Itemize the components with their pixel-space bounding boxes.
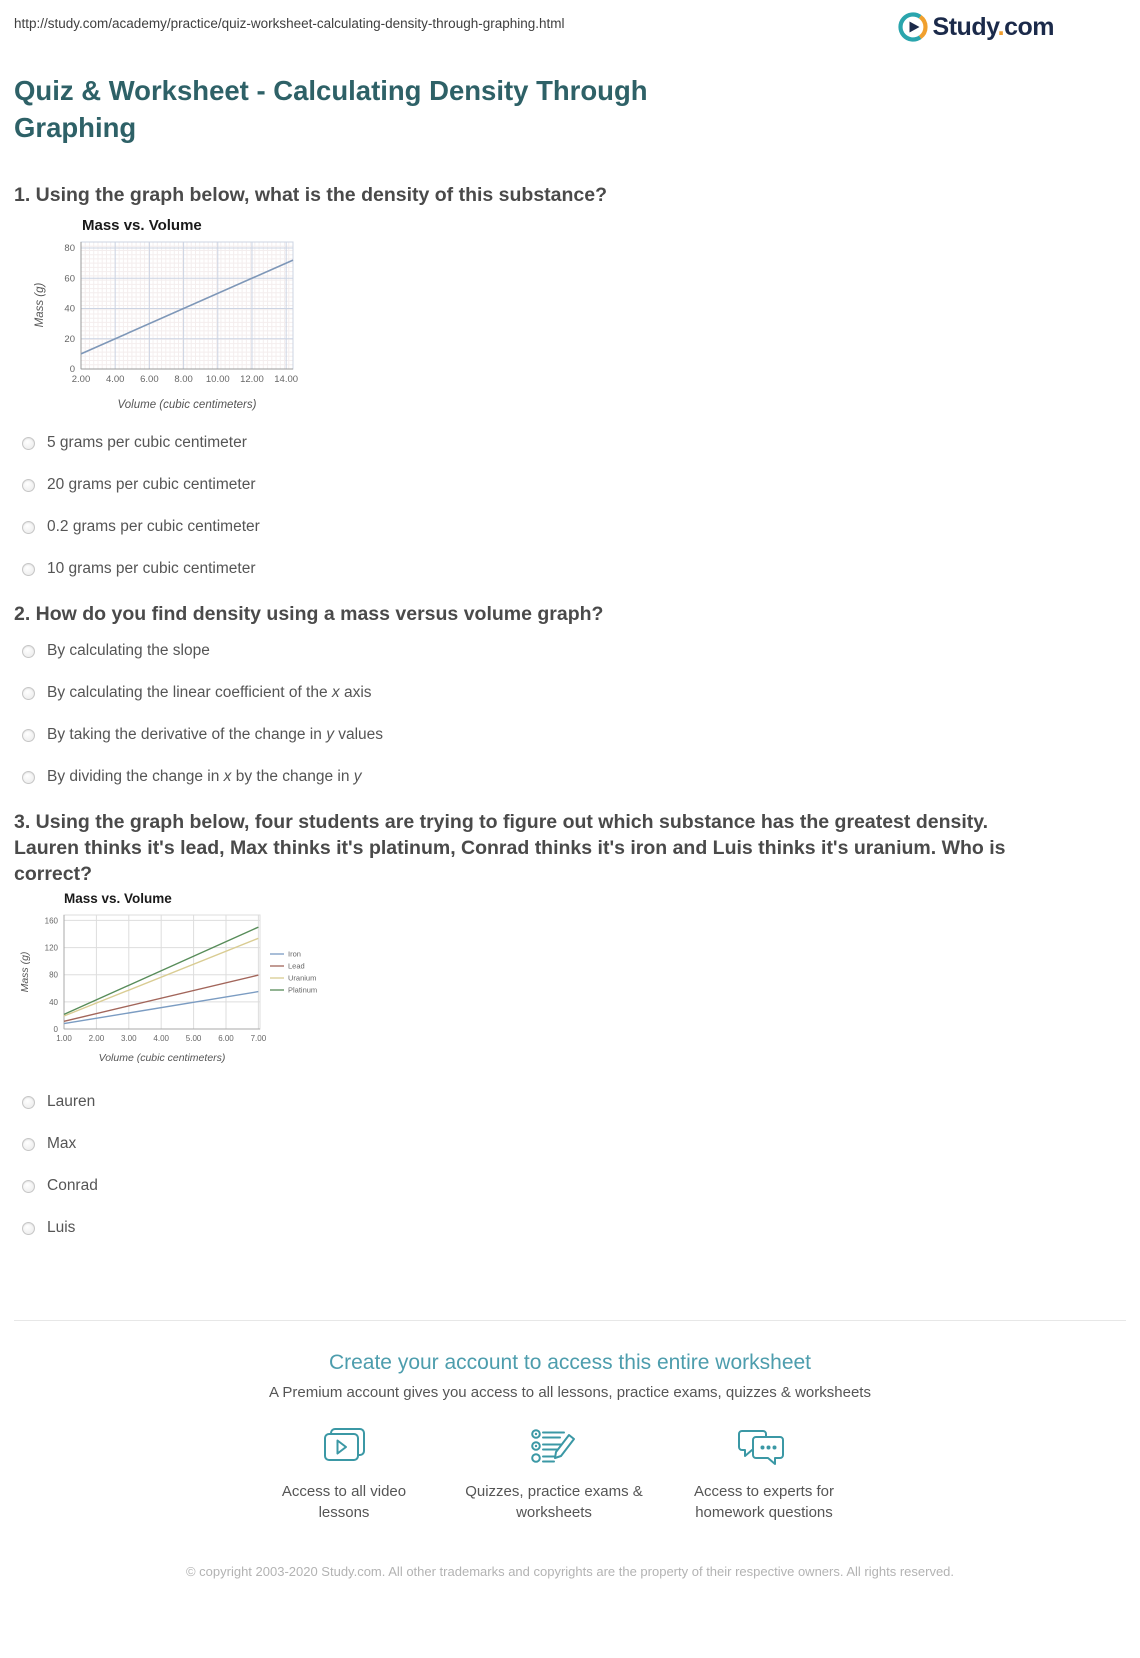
answer-option-label: Luis	[47, 1219, 76, 1236]
answer-option[interactable]	[22, 1218, 1126, 1238]
radio-button[interactable]	[22, 1138, 35, 1151]
answer-option-label: 5 grams per cubic centimeter	[47, 434, 247, 451]
answer-option[interactable]	[22, 1092, 1126, 1112]
svg-text:2.00: 2.00	[88, 1034, 105, 1043]
svg-text:0: 0	[69, 364, 75, 375]
radio-button[interactable]	[22, 521, 35, 534]
logo-dot: .	[997, 12, 1005, 41]
radio-button[interactable]	[22, 1222, 35, 1235]
answer-option-label: Conrad	[47, 1177, 98, 1194]
feature-label: Access to all video lessons	[281, 1483, 407, 1521]
radio-button[interactable]	[22, 1180, 35, 1193]
answer-option-label: 10 grams per cubic centimeter	[47, 560, 256, 577]
svg-text:Volume (cubic centimeters): Volume (cubic centimeters)	[98, 1052, 226, 1064]
svg-text:Lead: Lead	[288, 961, 305, 971]
svg-text:Mass (g): Mass (g)	[34, 282, 46, 328]
header	[14, 12, 1126, 42]
svg-text:Iron: Iron	[288, 949, 301, 959]
answer-option-label: By calculating the slope	[47, 642, 210, 659]
svg-text:4.00: 4.00	[105, 374, 125, 385]
answer-option-label: 0.2 grams per cubic centimeter	[47, 518, 260, 535]
svg-text:160: 160	[44, 916, 58, 926]
page-url: http://study.com/academy/practice/quiz-worksheet-calculating-density-through-graphing.html	[14, 16, 565, 31]
create-account-heading[interactable]: Create your account to access this entire worksheet	[328, 1351, 812, 1374]
question-1-options	[14, 433, 1126, 579]
svg-text:0: 0	[53, 1025, 58, 1034]
radio-button[interactable]	[22, 729, 35, 742]
svg-text:80: 80	[49, 970, 58, 980]
studycom-logo-text: Study.com	[932, 12, 1054, 41]
feature-video-lessons	[239, 1425, 449, 1523]
radio-button[interactable]	[22, 563, 35, 576]
divider	[14, 1320, 1126, 1321]
studycom-logo[interactable]	[898, 12, 1054, 42]
radio-button[interactable]	[22, 1096, 35, 1109]
footer	[14, 1349, 1126, 1582]
question-3-options	[14, 1092, 1126, 1238]
premium-subtext: A Premium account gives you access to all lessons, practice exams, quizzes & worksheets	[269, 1384, 871, 1401]
answer-option[interactable]	[22, 683, 1126, 703]
svg-text:7.00: 7.00	[250, 1034, 267, 1043]
svg-text:1.00: 1.00	[56, 1034, 72, 1043]
svg-text:Mass vs. Volume: Mass vs. Volume	[82, 217, 202, 234]
svg-text:5.00: 5.00	[185, 1034, 202, 1043]
svg-text:20: 20	[64, 333, 75, 345]
feature-homework-experts	[659, 1425, 869, 1523]
feature-list	[239, 1425, 869, 1523]
answer-option[interactable]	[22, 767, 1126, 787]
svg-text:8.00: 8.00	[174, 374, 193, 385]
answer-option[interactable]	[22, 641, 1126, 661]
question-3-heading: 3. Using the graph below, four students are trying to figure out which substance has the greatest density. Lauren thinks it's lead, Max thinks it's platinum, Conrad thinks it's iron and Luis thinks it's uranium. Who is correct?	[14, 811, 1006, 885]
radio-button[interactable]	[22, 479, 35, 492]
svg-text:10.00: 10.00	[205, 374, 230, 385]
svg-text:14.00: 14.00	[274, 374, 299, 385]
answer-option[interactable]	[22, 725, 1126, 745]
copyright-text: © copyright 2003-2020 Study.com. All other trademarks and copyrights are the property of their respective owners. All rights reserved.	[185, 1564, 955, 1579]
svg-text:6.00: 6.00	[140, 374, 159, 385]
radio-button[interactable]	[22, 687, 35, 700]
svg-text:80: 80	[64, 243, 75, 255]
radio-button[interactable]	[22, 437, 35, 450]
question-2-options	[14, 641, 1126, 787]
svg-text:Mass (g): Mass (g)	[19, 951, 31, 993]
answer-option-label: By dividing the change in x by the change in y	[47, 768, 362, 785]
answer-option[interactable]	[22, 517, 1126, 537]
svg-text:120: 120	[44, 943, 58, 953]
feature-label: Quizzes, practice exams & worksheets	[465, 1483, 643, 1521]
answer-option[interactable]	[22, 1134, 1126, 1154]
svg-text:Uranium: Uranium	[288, 973, 317, 983]
question-2-section	[14, 601, 1126, 787]
question-1-heading: 1. Using the graph below, what is the density of this substance?	[14, 184, 608, 206]
radio-button[interactable]	[22, 771, 35, 784]
question-3-section	[14, 809, 1126, 1238]
question-1-section	[14, 182, 1126, 579]
question-2-heading: 2. How do you find density using a mass versus volume graph?	[14, 603, 604, 625]
page-title: Quiz & Worksheet - Calculating Density Through Graphing	[14, 75, 648, 143]
answer-option[interactable]	[22, 559, 1126, 579]
svg-text:6.00: 6.00	[218, 1034, 234, 1043]
studycom-play-icon	[898, 12, 928, 42]
feature-quizzes-worksheets	[449, 1425, 659, 1523]
svg-text:4.00: 4.00	[153, 1034, 169, 1043]
answer-option[interactable]	[22, 475, 1126, 495]
svg-text:Mass vs. Volume: Mass vs. Volume	[64, 891, 172, 906]
feature-label: Access to experts for homework questions	[693, 1483, 835, 1521]
answer-option-label: 20 grams per cubic centimeter	[47, 476, 256, 493]
mass-vs-volume-chart-2	[14, 887, 1126, 1070]
answer-option-label: By calculating the linear coefficient of the x axis	[47, 684, 372, 701]
radio-button[interactable]	[22, 645, 35, 658]
answer-option[interactable]	[22, 1176, 1126, 1196]
svg-text:Volume (cubic centimeters): Volume (cubic centimeters)	[117, 399, 257, 411]
svg-text:3.00: 3.00	[121, 1034, 137, 1043]
chat-bubbles-icon	[736, 1425, 792, 1471]
answer-option[interactable]	[22, 433, 1126, 453]
svg-text:Platinum: Platinum	[288, 985, 318, 995]
answer-option-label: Max	[47, 1135, 77, 1152]
answer-option-label: Lauren	[47, 1093, 96, 1110]
svg-text:2.00: 2.00	[71, 374, 91, 385]
mass-vs-volume-chart-1	[26, 212, 1126, 419]
answer-option-label: By taking the derivative of the change in y values	[47, 726, 384, 743]
quizzes-checklist-icon	[526, 1425, 582, 1471]
svg-text:12.00: 12.00	[240, 374, 264, 385]
svg-text:60: 60	[64, 273, 75, 285]
svg-text:40: 40	[64, 303, 75, 315]
svg-text:40: 40	[49, 997, 58, 1007]
video-lessons-icon	[316, 1425, 372, 1471]
